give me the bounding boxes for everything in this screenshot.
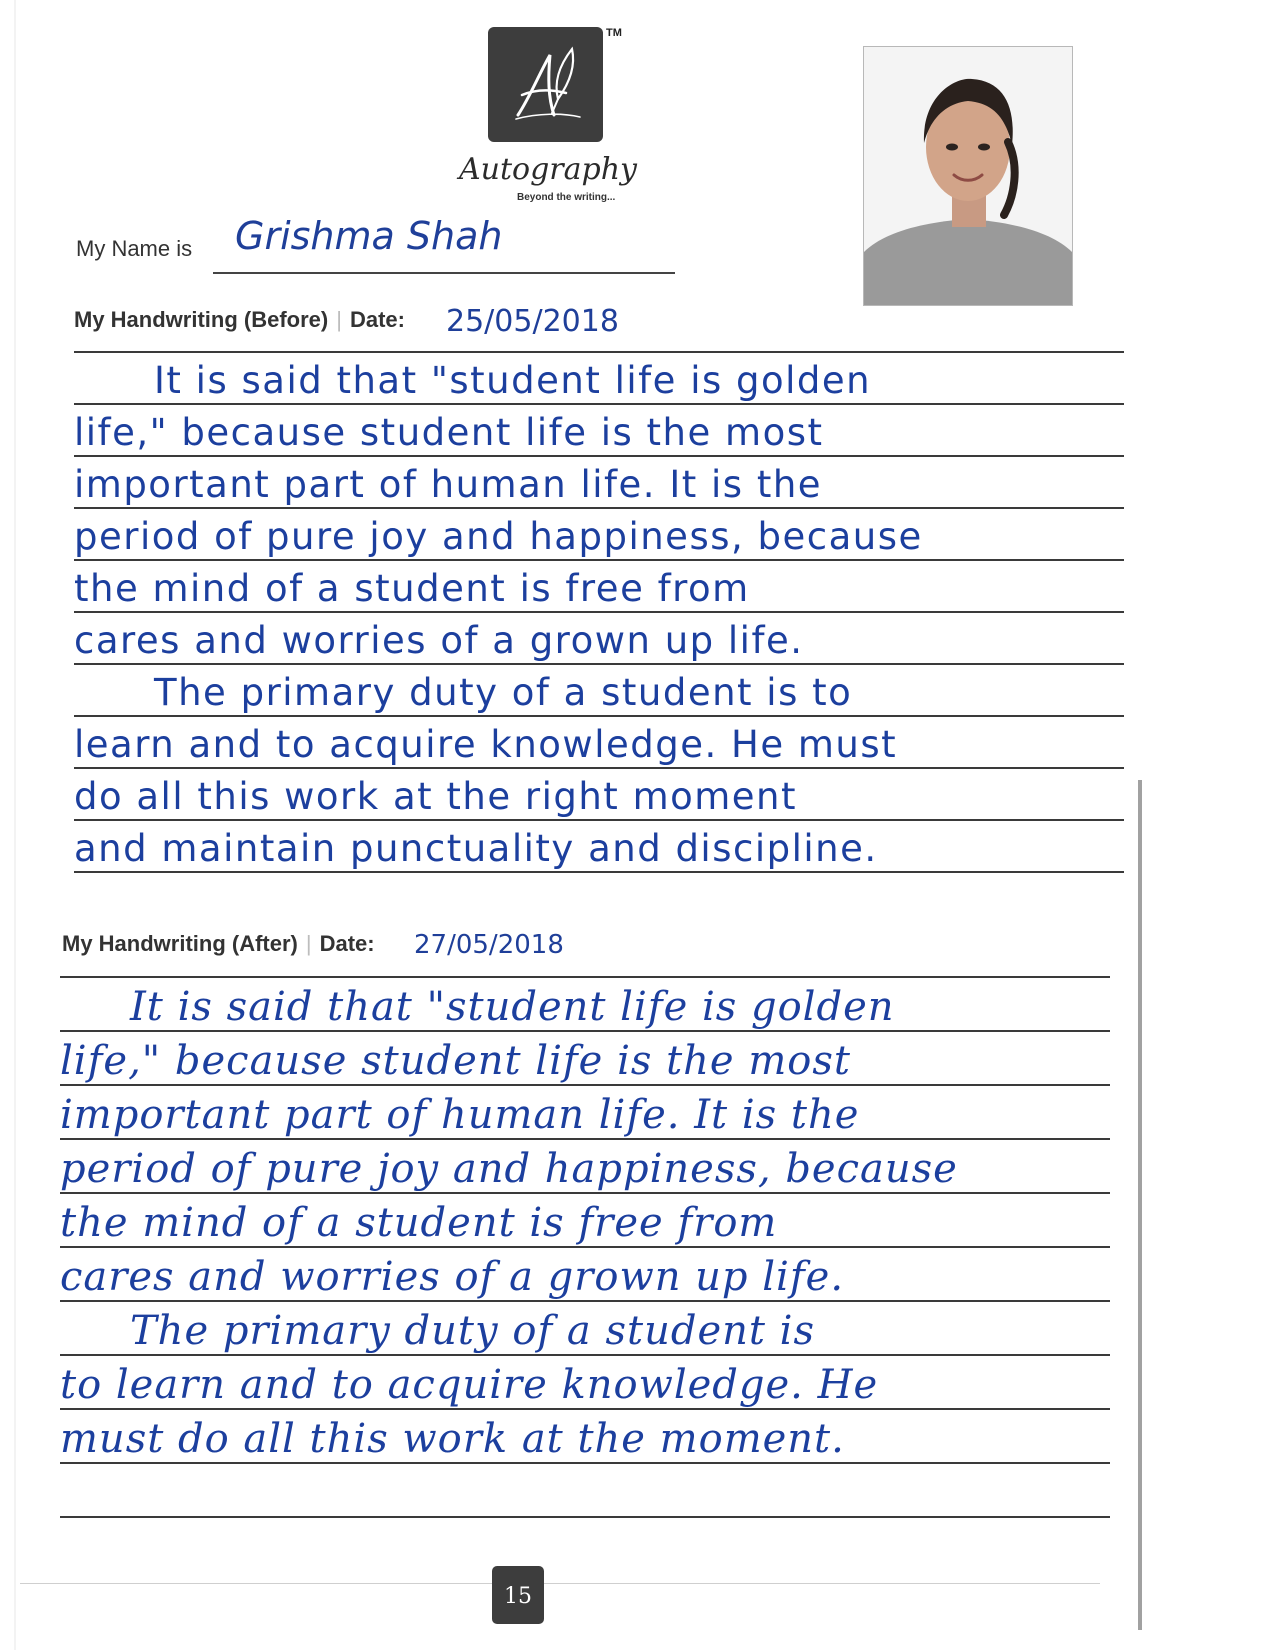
ruled-line <box>60 1246 1110 1248</box>
handwritten-line: the mind of a student is free from <box>60 1200 778 1246</box>
ruled-line <box>74 351 1124 353</box>
name-underline <box>213 272 675 274</box>
handwritten-line: and maintain punctuality and discipline. <box>74 827 878 870</box>
ruled-line <box>60 976 1110 978</box>
ruled-line <box>74 403 1124 405</box>
scan-edge <box>1138 780 1142 1630</box>
handwritten-line: learn and to acquire knowledge. He must <box>74 723 898 766</box>
ruled-line <box>74 767 1124 769</box>
ruled-line <box>60 1516 1110 1518</box>
divider: | <box>336 307 342 332</box>
handwritten-line: important part of human life. It is the <box>60 1092 860 1138</box>
ruled-line <box>74 455 1124 457</box>
ruled-line <box>74 507 1124 509</box>
ruled-line <box>74 819 1124 821</box>
ruled-line <box>60 1084 1110 1086</box>
ruled-line <box>60 1300 1110 1302</box>
before-date-label: Date: <box>349 307 405 332</box>
name-label: My Name is <box>76 236 193 261</box>
before-heading <box>74 307 405 333</box>
handwritten-line: important part of human life. It is the <box>74 463 823 506</box>
after-title: My Handwriting (After) <box>62 931 298 956</box>
handwritten-line: to learn and to acquire knowledge. He <box>60 1362 879 1408</box>
ruled-line <box>74 663 1124 665</box>
ruled-line <box>60 1192 1110 1194</box>
ruled-line <box>60 1408 1110 1410</box>
divider: | <box>305 931 312 956</box>
handwritten-line: It is said that "student life is golden <box>130 984 895 1030</box>
profile-photo <box>863 46 1073 306</box>
ruled-line <box>74 611 1124 613</box>
after-date: 27/05/2018 <box>414 930 564 960</box>
ruled-line <box>74 559 1124 561</box>
handwritten-line: period of pure joy and happiness, because <box>60 1146 958 1192</box>
before-title: My Handwriting (Before) <box>74 307 329 332</box>
before-date: 25/05/2018 <box>446 304 619 339</box>
scan-edge <box>14 0 16 1650</box>
handwritten-line: The primary duty of a student is to <box>154 671 853 714</box>
handwritten-line: cares and worries of a grown up life. <box>74 619 804 662</box>
handwritten-line: cares and worries of a grown up life. <box>60 1254 845 1300</box>
brand-tagline: Beyond the writing... <box>517 192 616 203</box>
handwritten-line: The primary duty of a student is <box>130 1308 815 1354</box>
quill-letter-a-icon <box>488 27 603 142</box>
ruled-line <box>60 1138 1110 1140</box>
handwritten-line: life," because student life is the most <box>60 1038 851 1084</box>
handwritten-line: life," because student life is the most <box>74 411 824 454</box>
page-number: 15 <box>504 1584 532 1609</box>
handwritten-line: period of pure joy and happiness, because <box>74 515 923 558</box>
trademark: TM <box>606 27 622 39</box>
handwritten-line: the mind of a student is free from <box>74 567 750 610</box>
handwritten-line: do all this work at the right moment <box>74 775 798 818</box>
name-value: Grishma Shah <box>235 214 503 258</box>
page-number-badge <box>492 1566 544 1624</box>
ruled-line <box>60 1462 1110 1464</box>
ruled-line <box>60 1030 1110 1032</box>
handwritten-line: It is said that "student life is golden <box>154 359 872 402</box>
handwritten-line: must do all this work at the moment. <box>60 1416 845 1462</box>
ruled-line <box>74 715 1124 717</box>
ruled-line <box>74 871 1124 873</box>
after-date-label: Date: <box>319 931 375 956</box>
footer-rule <box>20 1583 1100 1584</box>
autography-logo <box>488 27 603 142</box>
after-heading <box>62 931 375 957</box>
ruled-line <box>60 1354 1110 1356</box>
brand-name: Autography <box>458 152 637 187</box>
